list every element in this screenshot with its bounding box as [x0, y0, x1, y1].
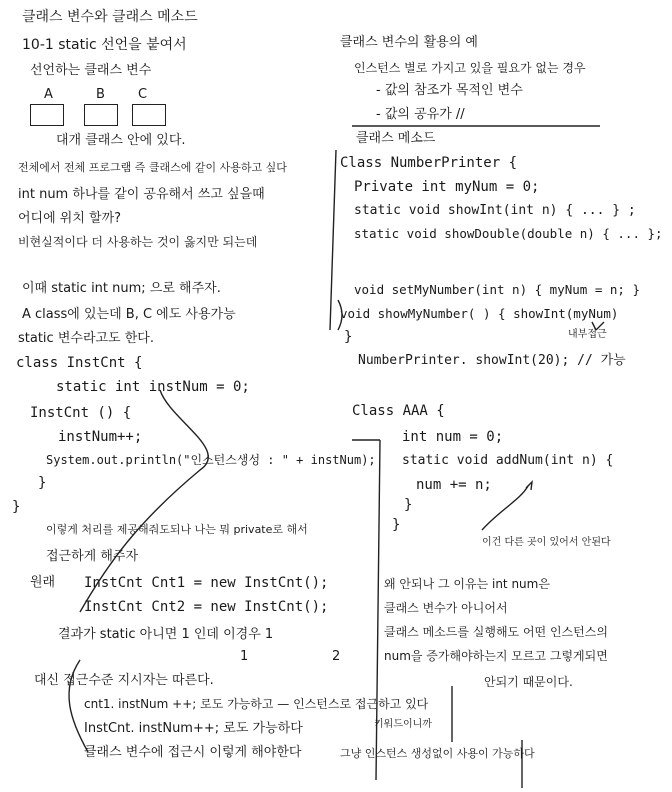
left-divider	[330, 150, 336, 330]
left-line-2: int num 하나를 같이 공유해서 쓰고 싶을때	[18, 187, 265, 202]
code-static-field: static int instNum = 0;	[56, 379, 250, 395]
code-constructor: InstCnt () {	[30, 405, 132, 421]
code-showmynumber: void showMyNumber( ) { showInt(myNum)	[340, 306, 619, 321]
code-brace-aaa-2: }	[392, 517, 401, 533]
code-class-aaa: Class AAA {	[352, 403, 445, 419]
right-line-2: - 값의 참조가 목적인 변수	[376, 83, 523, 98]
note-small: 이건 다른 곳이 있어서 안된다	[482, 537, 611, 548]
note-private: 이렇게 처리를 제공해줘도되나 나는 뭐 private로 해서	[46, 523, 308, 536]
code-brace-2: }	[12, 499, 21, 515]
box-b-label: B	[96, 87, 105, 102]
right-line-1: 인스턴스 별로 가지고 있을 필요가 없는 경우	[354, 61, 586, 75]
section-class-method: 클래스 메소드	[356, 131, 436, 146]
code-private-mynum: Private int myNum = 0;	[354, 179, 540, 195]
code-brace-aaa-1: }	[404, 497, 413, 513]
note-access: 접근하게 해주자	[46, 549, 139, 564]
code-class-numberprinter: Class NumberPrinter {	[340, 155, 518, 171]
code-static-call: NumberPrinter. showInt(20); // 가능	[358, 353, 626, 368]
bottom-line-3: InstCnt. instNum++; 로도 가능하다	[84, 721, 303, 736]
left-line-5: 이때 static int num; 으로 해주자.	[22, 281, 221, 296]
left-line-6: A class에 있는데 B, C 에도 사용가능	[22, 307, 236, 322]
code-cnt1: InstCnt Cnt1 = new InstCnt();	[84, 575, 329, 591]
box-a	[30, 104, 64, 126]
left-subtitle: 10-1 static 선언을 붙여서	[22, 37, 187, 53]
bottom-line-2: cnt1. instNum ++; 로도 가능하고 — 인스턴스로 접근하고 있다	[84, 697, 429, 711]
code-println: System.out.println("인스턴스생성 : " + instNum);	[46, 453, 376, 467]
inside-class-note: 대개 클래스 안에 있다.	[56, 133, 186, 148]
code-setmynumber: void setMyNumber(int n) { myNum = n; }	[354, 282, 640, 297]
code-addnum: static void addNum(int n) {	[402, 453, 614, 468]
right-title: 클래스 변수의 활용의 예	[340, 35, 478, 50]
code-int-num: int num = 0;	[402, 429, 504, 445]
box-a-label: A	[44, 87, 53, 102]
code-brace-np: }	[344, 329, 353, 345]
result-num-2: 2	[332, 649, 341, 664]
explain-line-2: 클래스 변수가 아니어서	[384, 601, 508, 615]
right-line-3: - 값의 공유가 //	[376, 107, 465, 122]
box-c-label: C	[138, 87, 148, 102]
code-brace-1: }	[38, 475, 47, 491]
code-class-instcnt: class InstCnt {	[16, 355, 143, 371]
left-title: 클래스 변수와 클래스 메소드	[22, 9, 198, 25]
code-cnt2: InstCnt Cnt2 = new InstCnt();	[84, 599, 329, 615]
code-showdouble: static void showDouble(double n) { ... };	[354, 226, 663, 241]
right-bottom-note: 그냥 인스턴스 생성없이 사용이 가능하다	[340, 747, 535, 760]
result-line: 결과가 static 아니면 1 인데 이경우 1	[58, 627, 274, 642]
left-line-7: static 변수라고도 한다.	[18, 331, 154, 346]
code-showint: static void showInt(int n) { ... } ;	[354, 203, 636, 218]
code-num-plus: num += n;	[416, 477, 492, 493]
explain-line-1: 왜 안되나 그 이유는 int num은	[384, 577, 550, 591]
code-increment: instNum++;	[58, 429, 143, 445]
left-line-3: 어디에 위치 할까?	[18, 211, 122, 226]
label-original: 원래	[30, 575, 56, 590]
left-line-4: 비현실적이다 더 사용하는 것이 옳지만 되는데	[18, 235, 258, 249]
explain-line-5: 안되기 때문이다.	[484, 675, 573, 689]
bottom-line-2-note: 키워드이니까	[374, 719, 432, 730]
bottom-line-4: 클래스 변수에 접근시 이렇게 해야한다	[84, 745, 302, 760]
left-line-1: 전체에서 전체 프로그램 즉 클래스에 같이 사용하고 싶다	[18, 161, 287, 174]
explain-line-3: 클래스 메소드를 실행해도 어떤 인스턴스의	[384, 625, 608, 639]
internal-access-note: 내부접근	[568, 329, 607, 340]
left-subtitle-2: 선언하는 클래스 변수	[30, 63, 152, 78]
arrow-head	[526, 482, 532, 490]
result-num-1: 1	[240, 649, 249, 664]
explain-line-4: num을 증가해야하는지 모르고 그렇게되면	[384, 649, 608, 663]
box-b	[84, 104, 118, 126]
bottom-line-1: 대신 접근수준 지시자는 따른다.	[34, 673, 214, 688]
box-c	[132, 104, 166, 126]
